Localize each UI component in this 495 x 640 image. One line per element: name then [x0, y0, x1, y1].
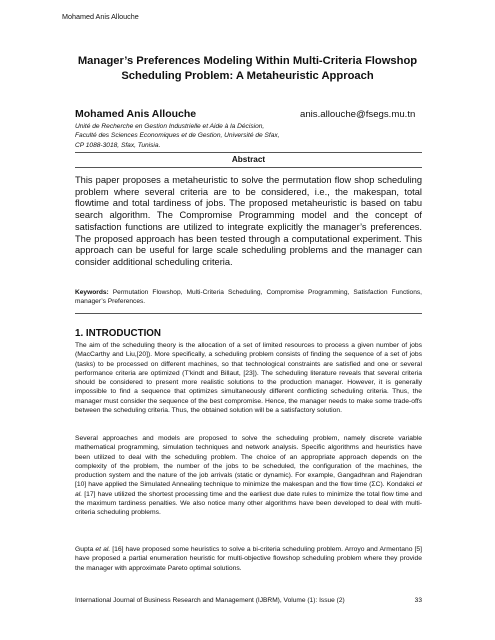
- paper-title: [60, 54, 435, 84]
- keywords-text: Permutation Flowshop, Multi-Criteria Scheduling, Compromise Programming, Satisfaction Functions, manager’s Preferences.: [75, 289, 422, 305]
- author-email: anis.allouche@fsegs.mu.tn: [300, 109, 416, 120]
- affiliation-line: Faculté des Sciences Economiques et de Gestion, Université de Sfax,: [75, 132, 280, 140]
- page-footer: [75, 597, 422, 604]
- author-affiliation: [75, 122, 280, 150]
- affiliation-line: CP 1088-3018, Sfax, Tunisia.: [75, 141, 161, 149]
- paragraph-text: [16] have proposed some heuristics to solve a bi-criteria scheduling problem. Arroyo and Armentano [5] have proposed a partial enumeration heuristic for multi-objective flowshop scheduling problem where they provide the manager with approximate Pareto optimal solutions.: [75, 546, 423, 572]
- abstract-top-divider: [75, 152, 422, 153]
- page-number: 33: [414, 597, 422, 604]
- keywords: [75, 288, 422, 306]
- abstract-heading-divider: [75, 167, 422, 168]
- keywords-divider: [75, 313, 422, 314]
- paragraph-text: [17] have utilized the shortest processing time and the earliest due date rules to minimize the total flow time and the maximum tardiness penalties. We also notice many other algorithms have been developed to deal with multi-criteria scheduling problems.: [75, 490, 422, 516]
- abstract-heading: Abstract: [231, 155, 266, 164]
- author-name: Mohamed Anis Allouche: [75, 108, 197, 120]
- abstract-text: This paper proposes a metaheuristic to solve the permutation flow shop scheduling problem where several criteria are to be considered, i.e., the makespan, total flowtime and total tardiness of jobs. The proposed metaheuristic is based on tabu search algorithm. The Compromise Programming model and the concept of satisfaction functions are utilized to integrate explicitly the manager’s preferences. The proposed approach has been tested through a computational experiment. This approach can be useful for large scale scheduling problems and the manager can consider additional scheduling criteria.: [75, 175, 422, 267]
- intro-paragraph-3: [75, 545, 422, 573]
- paragraph-text: Gupta: [75, 546, 96, 553]
- paragraph-text: Several approaches and models are proposed to solve the scheduling problem, namely discrete variable mathematical programming, simulation techniques and network analysis. Specific algorithms and heuristics have been utilized to deal with the scheduling problem. The choice of an appropriate approach depends on the complexity of the problem, the number of the jobs to be scheduled, the configuration of the machines, the production system and the nature of the job arrivals (static or dynamic). For example, Gangadhran and Rajendran [10] have applied the Simulated Annealing technique to minimize the makespan and the flow time (ΣC). Kondakci: [75, 435, 422, 489]
- section-heading-introduction: 1. INTRODUCTION: [75, 328, 161, 339]
- intro-paragraph-2: [75, 434, 422, 517]
- journal-citation: International Journal of Business Research and Management (IJBRM), Volume (1): Issue (2): [75, 597, 345, 604]
- affiliation-line: Unité de Recherche en Gestion Industrielle et Aide à la Décision,: [75, 123, 265, 130]
- running-head: Mohamed Anis Allouche: [62, 12, 139, 21]
- et-al: et al.: [75, 481, 422, 498]
- et-al: et al.: [95, 546, 111, 553]
- keywords-label: Keywords:: [75, 289, 109, 296]
- title-line: Manager’s Preferences Modeling Within Multi-Criteria Flowshop: [77, 55, 418, 67]
- title-line: Scheduling Problem: A Metaheuristic Approach: [121, 70, 374, 82]
- intro-paragraph-1: The aim of the scheduling theory is the allocation of a set of limited resources to process a given number of jobs (MacCarthy and Liu,[20]). More specifically, a scheduling problem consists of finding the sequence of a set of jobs (tasks) to be processed on different machines, so that technological constraints are satisfied and one or several performance criteria are optimized (T'kindt and Billaut, [23]). The scheduling literature reveals that several criteria should be considered to present more realistic solutions to the production manager. However, it is generally impossible to find a sequence that optimizes simultaneously different conflicting scheduling criteria. Thus, the manager must consider the sequence of the best compromise. Hence, the manager needs to make some trade-offs between the scheduling criteria. Thus, the obtained solution will be a satisfactory solution.: [75, 342, 422, 414]
